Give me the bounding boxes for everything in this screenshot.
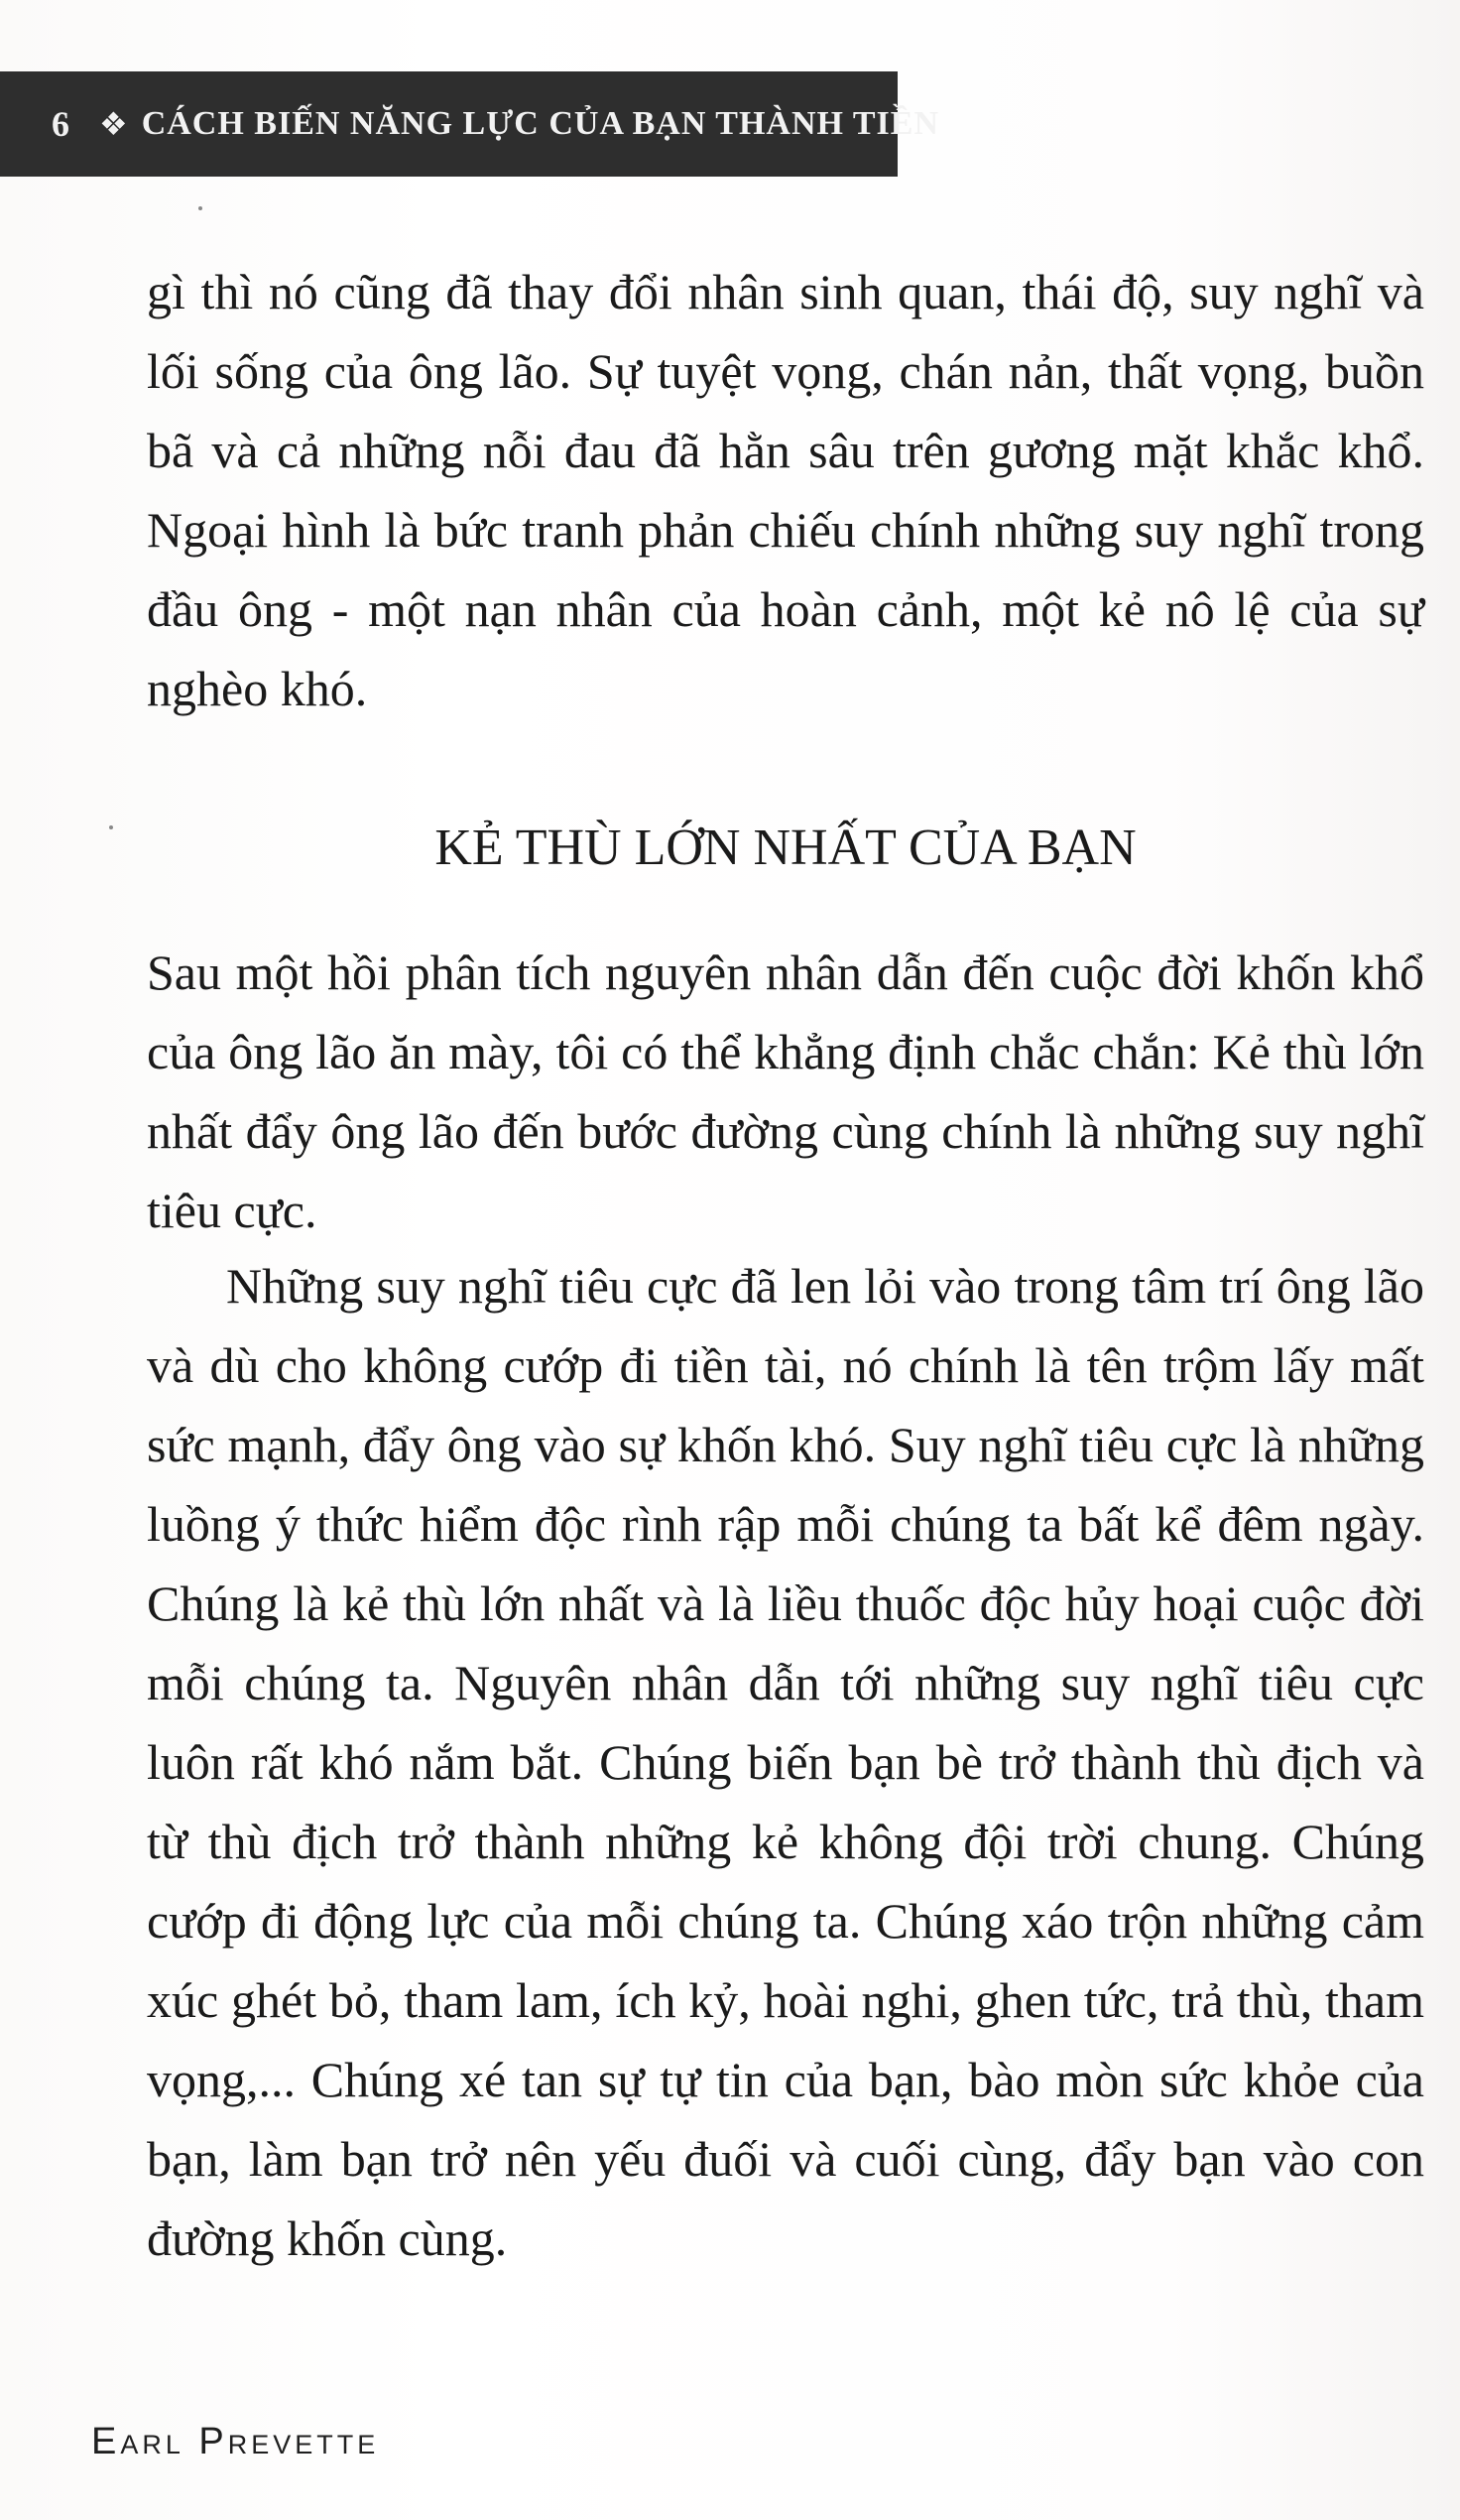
book-title: CÁCH BIẾN NĂNG LỰC CỦA BẠN THÀNH TIỀN [141,105,939,142]
speck [198,206,202,210]
running-header [0,71,939,177]
page-number: 6 [52,104,69,144]
paragraph-2: Sau một hồi phân tích nguyên nhân dẫn đến cuộc đời khốn khổ của ông lão ăn mày, tôi có thể khẳng định chắc chắn: Kẻ thù lớn nhất đẩy ông lão đến bước đường cùng chính là những suy nghĩ tiêu cực. [147,945,1424,1238]
paragraph-1: gì thì nó cũng đã thay đổi nhân sinh quan, thái độ, suy nghĩ và lối sống của ông lão. Sự tuyệt vọng, chán nản, thất vọng, buồn bã và cả những nỗi đau đã hằn sâu trên gương mặt khắc khổ. Ngoại hình là bức tranh phản chiếu chính những suy nghĩ trong đầu ông - một nạn nhân của hoàn cảnh, một kẻ nô lệ của sự nghèo khó. [147,264,1424,716]
section-heading: KẺ THÙ LỚN NHẤT CỦA BẠN [434,819,1137,876]
author-footer: Earl Prevette [91,2421,380,2462]
paragraph-3: Những suy nghĩ tiêu cực đã len lỏi vào trong tâm trí ông lão và dù cho không cướp đi tiền tài, nó chính là tên trộm lấy mất sức mạnh, đẩy ông vào sự khốn khó. Suy nghĩ tiêu cực là những luồng ý thức hiểm độc rình rập mỗi chúng ta bất kể đêm ngày. Chúng là kẻ thù lớn nhất và là liều thuốc độc hủy hoại cuộc đời mỗi chúng ta. Nguyên nhân dẫn tới những suy nghĩ tiêu cực luôn rất khó nắm bắt. Chúng biến bạn bè trở thành thù địch và từ thù địch trở thành những kẻ không đội trời chung. Chúng cướp đi động lực của mỗi chúng ta. Chúng xáo trộn những cảm xúc ghét bỏ, tham lam, ích kỷ, hoài nghi, ghen tức, trả thù, tham vọng,... Chúng xé tan sự tự tin của bạn, bào mòn sức khỏe của bạn, làm bạn trở nên yếu đuối và cuối cùng, đẩy bạn vào con đường khốn cùng. [147,1258,1424,2266]
diamond-ornament-icon: ❖ [99,106,128,142]
speck [109,825,113,829]
